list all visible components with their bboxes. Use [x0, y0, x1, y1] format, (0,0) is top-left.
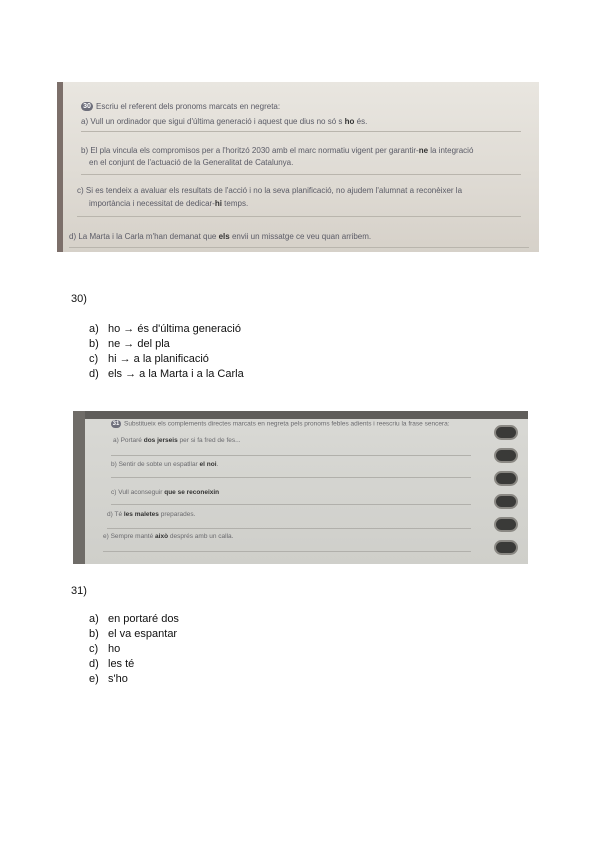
exercise-31-answers [89, 612, 179, 687]
photo-edge [57, 82, 63, 252]
photo-edge [73, 411, 85, 564]
list-item: c) ho [89, 643, 121, 655]
list-item: d) les té [89, 658, 135, 670]
photo-item-c: c) Vull aconseguir que se reconeixin [111, 489, 220, 496]
list-item: b) ne → del pla [89, 338, 170, 350]
answer-line [111, 504, 471, 505]
photo-item-b: b) Sentir de sobte un espatllar el noi. [111, 461, 219, 468]
answer-line [111, 477, 471, 478]
list-item: a) ho → és d'última generació [89, 323, 241, 335]
exercise-30-heading: 30) [71, 293, 87, 305]
answer-line [81, 131, 521, 132]
spiral-ring [494, 471, 518, 486]
exercise-31-number-badge: 31 [112, 421, 120, 427]
photo-edge [73, 411, 528, 419]
photo-item-c: c) Si es tendeix a avaluar els resultats de l'acció i no la seva planificació, no ajudem l'alumnat a reconèixer la [77, 186, 463, 195]
spiral-ring [494, 517, 518, 532]
exercise-30-number-badge: 30 [81, 102, 93, 111]
list-item: a) en portaré dos [89, 613, 179, 625]
photo-item-e: e) Sempre manté això després amb un calla. [103, 533, 234, 540]
spiral-ring [494, 494, 518, 509]
photo-item-b: b) El pla vincula els compromisos per a l'horitzó 2030 amb el marc normatiu vigent per garantir-ne la integració [81, 146, 474, 155]
photo-item-c-cont: importància i necessitat de dedicar-hi temps. [89, 199, 249, 208]
spiral-ring [494, 448, 518, 463]
photo-item-d: d) La Marta i la Carla m'han demanat que els envii un missatge ce veu quan arribem. [69, 232, 372, 241]
spiral-binding [492, 411, 522, 564]
answer-line [81, 174, 521, 175]
photo-item-a: a) Portaré dos jerseis per si fa fred de fes... [113, 437, 241, 444]
photo-item-a: a) Vull un ordinador que sigui d'última generació i aquest que dius no só s ho és. [81, 117, 368, 126]
list-item: e) s'ho [89, 673, 128, 685]
photo-item-b-cont: en el conjunt de l'actuació de la Generalitat de Catalunya. [89, 158, 294, 167]
exercise-31-heading: 31) [71, 585, 87, 597]
exercise-30-answers [89, 322, 244, 382]
exercise-31-photo [73, 411, 528, 564]
list-item: b) el va espantar [89, 628, 178, 640]
answer-line [69, 247, 529, 248]
exercise-31-instruction: 31 Substitueix els complements directes marcats en negreta pels pronoms febles adients i reescriu la frase sencera: [112, 420, 450, 428]
answer-line [103, 551, 471, 552]
list-item: d) els → a la Marta i a la Carla [89, 368, 244, 380]
spiral-ring [494, 540, 518, 555]
list-item: c) hi → a la planificació [89, 353, 209, 365]
answer-line [111, 455, 471, 456]
spiral-ring [494, 425, 518, 440]
answer-line [107, 528, 471, 529]
exercise-30-photo [57, 82, 539, 252]
photo-item-d: d) Té les maletes preparades. [107, 511, 196, 518]
answer-line [77, 216, 521, 217]
exercise-30-instruction: 30 Escriu el referent dels pronoms marcats en negreta: [81, 102, 280, 111]
